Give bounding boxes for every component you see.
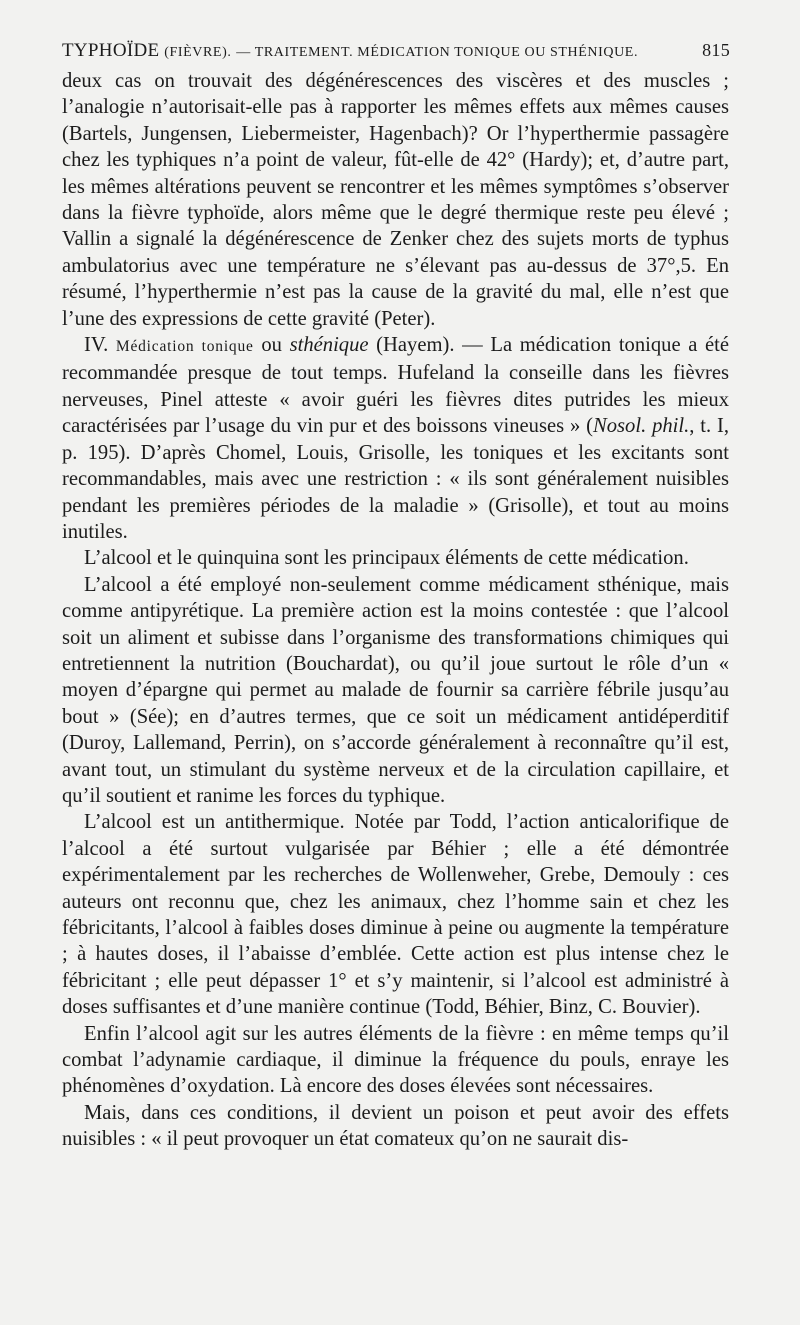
citation-title: Nosol. phil. [593, 415, 690, 438]
paragraph: L’alcool et le quinquina sont les principaux éléments de cette médication. [84, 547, 689, 570]
section-title-or: ou [261, 334, 282, 357]
paragraph: L’alcool a été employé non-seulement comme médicament sthénique, mais comme antipyrétique. La première action est la moins contestée : que l’alcool soit un aliment et subisse dans l’organisme des transformations chimiques qui entretiennent la nutrition (Bouchardat), ou qu’il joue surtout le rôle d’un « moyen d’épargne qui permet au malade de fournir sa carrière fébrile jusqu’au bout » (Sée); en d’autres termes, que ce soit un médicament antidéperditif (Duroy, Lallemand, Perrin), on s’accorde généralement à reconnaître qu’il est, avant tout, un stimulant du système nerveux et de la circulation capillaire, et qu’il soutient et ranime les forces du typhique. [62, 573, 729, 807]
running-header [62, 40, 730, 62]
paragraph: Enfin l’alcool agit sur les autres éléments de la fièvre : en même temps qu’il combat l’adynamie cardiaque, il diminue la fréquence du pouls, enraye les phénomènes d’oxydation. Là encore des doses élevées sont nécessaires. [62, 1022, 729, 1098]
main-text [62, 68, 729, 1153]
section-text-a: (Hayem). — La médication tonique a été recommandée presque de tout temps. Hufeland la conseille dans les fièvres nerveuses, Pinel atteste « avoir guéri les fièvres dites putrides les mieux caractérisées par l’usage du vin pur et des boissons vineuses » ( [62, 334, 730, 438]
section-number: IV. [84, 334, 109, 357]
header-title-main: TYPHOÏDE [62, 40, 160, 61]
paragraph-section-iv [62, 332, 729, 545]
section-text-b: , t. I, p. 195). D’après Chomel, Louis, Grisolle, les toniques et les excitants sont recommandables, mais avec une restriction : « ils sont généralement nuisibles pendant les premières périodes de la maladie » (Grisolle), et tout au moins inutiles. [62, 415, 729, 543]
header-title-paren: (FIÈVRE). [164, 45, 232, 60]
section-title: Médication tonique [115, 338, 254, 356]
page-number: 815 [702, 40, 730, 60]
section-title-italic: sthénique [289, 334, 369, 357]
paragraph: Mais, dans ces conditions, il devient un poison et peut avoir des effets nuisibles : « il peut provoquer un état comateux qu’on ne saurait dis- [62, 1101, 729, 1151]
paragraph-continuation: deux cas on trouvait des dégénérescences des viscères et des muscles ; l’analogie n’autorisait-elle pas à rapporter les mêmes effets aux mêmes causes (Bartels, Jungensen, Liebermeister, Hagenbach)? Or l’hyperthermie passagère chez les typhiques n’a point de valeur, fût-elle de 42° (Hardy); et, d’autre part, les mêmes altérations peuvent se rencontrer et les mêmes symptômes s’observer dans la fièvre typhoïde, alors même que le degré thermique reste peu élevé ; Vallin a signalé la dégénérescence de Zenker chez des sujets morts de typhus ambulatorius avec une température ne s’élevant pas au-dessus de 37°,5. En résumé, l’hyperthermie n’est pas la cause de la gravité du mal, elle n’est que l’une des expressions de cette gravité (Peter). [62, 70, 729, 330]
header-section-title: — TRAITEMENT. MÉDICATION TONIQUE OU STHÉNIQUE. [236, 45, 639, 60]
paragraph: L’alcool est un antithermique. Notée par Todd, l’action anticalorifique de l’alcool a été surtout vulgarisée par Béhier ; elle a été démontrée expérimentalement par les recherches de Wollenweher, Grebe, Demouly : ces auteurs ont reconnu que, chez les animaux, chez l’homme sain et chez les fébricitants, l’alcool à faibles doses diminue à peine ou augmente la température ; à hautes doses, il l’abaisse d’emblée. Cette action est plus intense chez le fébricitant ; elle peut dépasser 1° et s’y maintenir, si l’alcool est administré à doses suffisantes et d’une manière continue (Todd, Béhier, Binz, C. Bouvier). [62, 811, 729, 1019]
running-title [62, 40, 638, 62]
